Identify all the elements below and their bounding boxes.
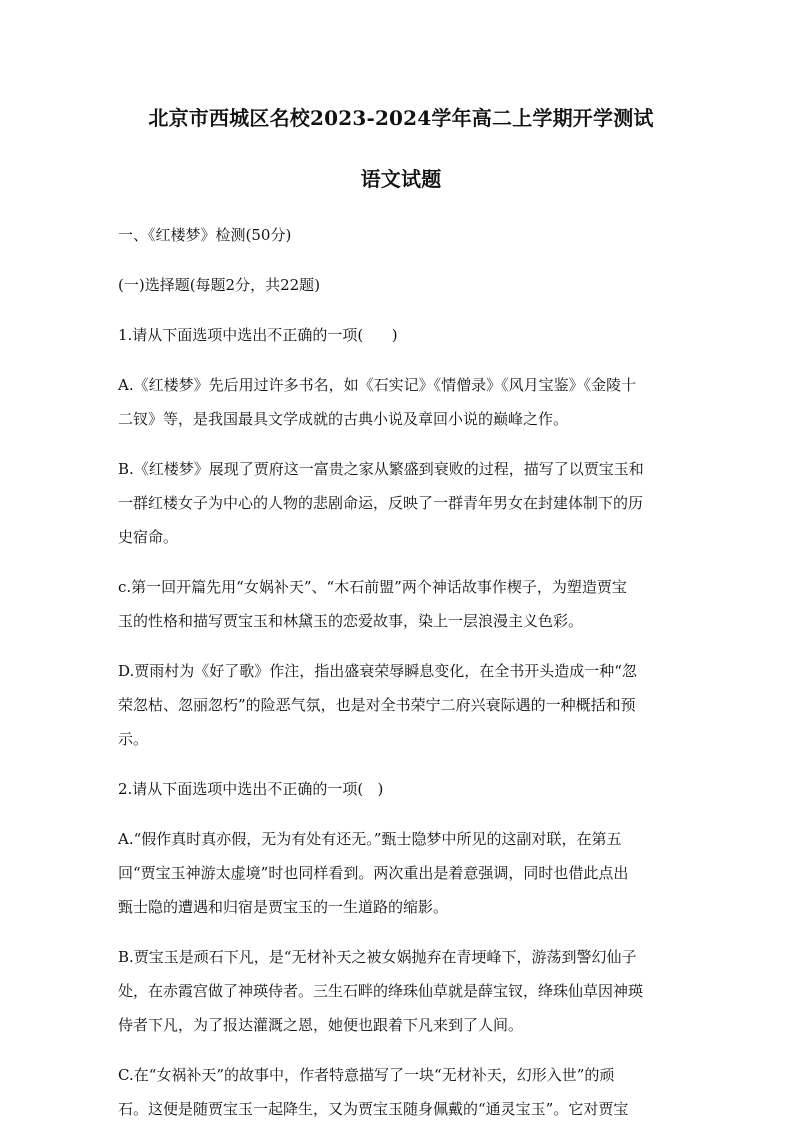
text-line: B.《红楼梦》展现了贾府这一富贵之家从繁盛到衰败的过程，描写了以贾宝玉和 <box>118 460 644 478</box>
document-title-line-1: 北京市西城区名校2023-2024学年高二上学期开学测试 <box>148 106 654 130</box>
question-2-stem <box>118 772 684 806</box>
document-body <box>118 218 684 1126</box>
text-line: 荣忽枯、忽丽忽朽”的险恶气氛，也是对全书荣宁二府兴衰际遇的一种概括和预 <box>118 696 636 714</box>
paragraph-gap <box>118 1042 684 1058</box>
text-line: A.《红楼梦》先后用过许多书名，如《石实记》《情僧录》《风月宝鉴》《金陵十 <box>118 376 637 394</box>
text-line: 玉的性格和描写贾宝玉和林黛玉的恋爱故事，染上一层浪漫主义色彩。 <box>118 612 584 630</box>
text-line: 处，在赤霞宫做了神瑛侍者。三生石畔的绛珠仙草就是薛宝钗，绛珠仙草因神瑛 <box>118 982 644 1000</box>
paragraph-gap <box>118 352 684 368</box>
paragraph-gap <box>118 806 684 822</box>
text-line: 一、《红楼梦》检测(50分) <box>118 226 292 244</box>
text-line: 示。 <box>118 730 149 748</box>
text-line: B.贾宝玉是顽石下凡，是“无材补天之被女娲抛弃在青埂峰下，游荡到警幻仙子 <box>118 948 637 966</box>
text-line: 回“贾宝玉神游太虚境”时也同样看到。两次重出是着意强调，同时也借此点出 <box>118 864 629 882</box>
paragraph-gap <box>118 756 684 772</box>
section-heading <box>118 218 684 252</box>
subsection-heading <box>118 268 684 302</box>
question-1-option-a <box>118 368 684 436</box>
paragraph-gap <box>118 638 684 654</box>
text-line: C.在“女祸补天”的故事中，作者特意描写了一块“无材补天，幻形入世”的顽 <box>118 1066 615 1084</box>
text-line: 1.请从下面选项中选出不正确的一项( ) <box>118 326 398 344</box>
text-line: 侍者下凡，为了报达灌溉之恩，她便也跟着下凡来到了人间。 <box>118 1016 524 1034</box>
text-line: 二钗》等，是我国最具文学成就的古典小说及章回小说的巅峰之作。 <box>118 410 569 428</box>
question-2-option-c <box>118 1058 684 1126</box>
text-line: 2.请从下面选项中选出不正确的一项( ) <box>118 780 384 798</box>
question-2-option-a <box>118 822 684 924</box>
text-line: c.第一回开篇先用“女娲补天”、“木石前盟”两个神话故事作楔子，为塑造贾宝 <box>118 578 627 596</box>
text-line: 石。这便是随贾宝玉一起降生，又为贾宝玉随身佩戴的“通灵宝玉”。它对贾宝 <box>118 1100 629 1118</box>
question-1-stem <box>118 318 684 352</box>
document-title-line-2: 语文试题 <box>360 167 442 191</box>
paragraph-gap <box>118 436 684 452</box>
paragraph-gap <box>118 252 684 268</box>
text-line: D.贾雨村为《好了歌》作注，指出盛衰荣辱瞬息变化，在全书开头造成一种“忽 <box>118 662 637 680</box>
question-1-option-c <box>118 570 684 638</box>
paragraph-gap <box>118 924 684 940</box>
text-line: 史宿命。 <box>118 528 179 546</box>
text-line: 一群红楼女子为中心的人物的悲剧命运，反映了一群青年男女在封建体制下的历 <box>118 494 644 512</box>
question-1-option-b <box>118 452 684 554</box>
text-line: 甄士隐的遭遇和归宿是贾宝玉的一生道路的缩影。 <box>118 898 449 916</box>
text-line: (一)选择题(每题2分，共22题) <box>118 276 321 294</box>
text-line: A.“假作真时真亦假，无为有处有还无。”甄士隐梦中所见的这副对联，在第五 <box>118 830 622 848</box>
paragraph-gap <box>118 302 684 318</box>
paragraph-gap <box>118 554 684 570</box>
question-1-option-d <box>118 654 684 756</box>
question-2-option-b <box>118 940 684 1042</box>
